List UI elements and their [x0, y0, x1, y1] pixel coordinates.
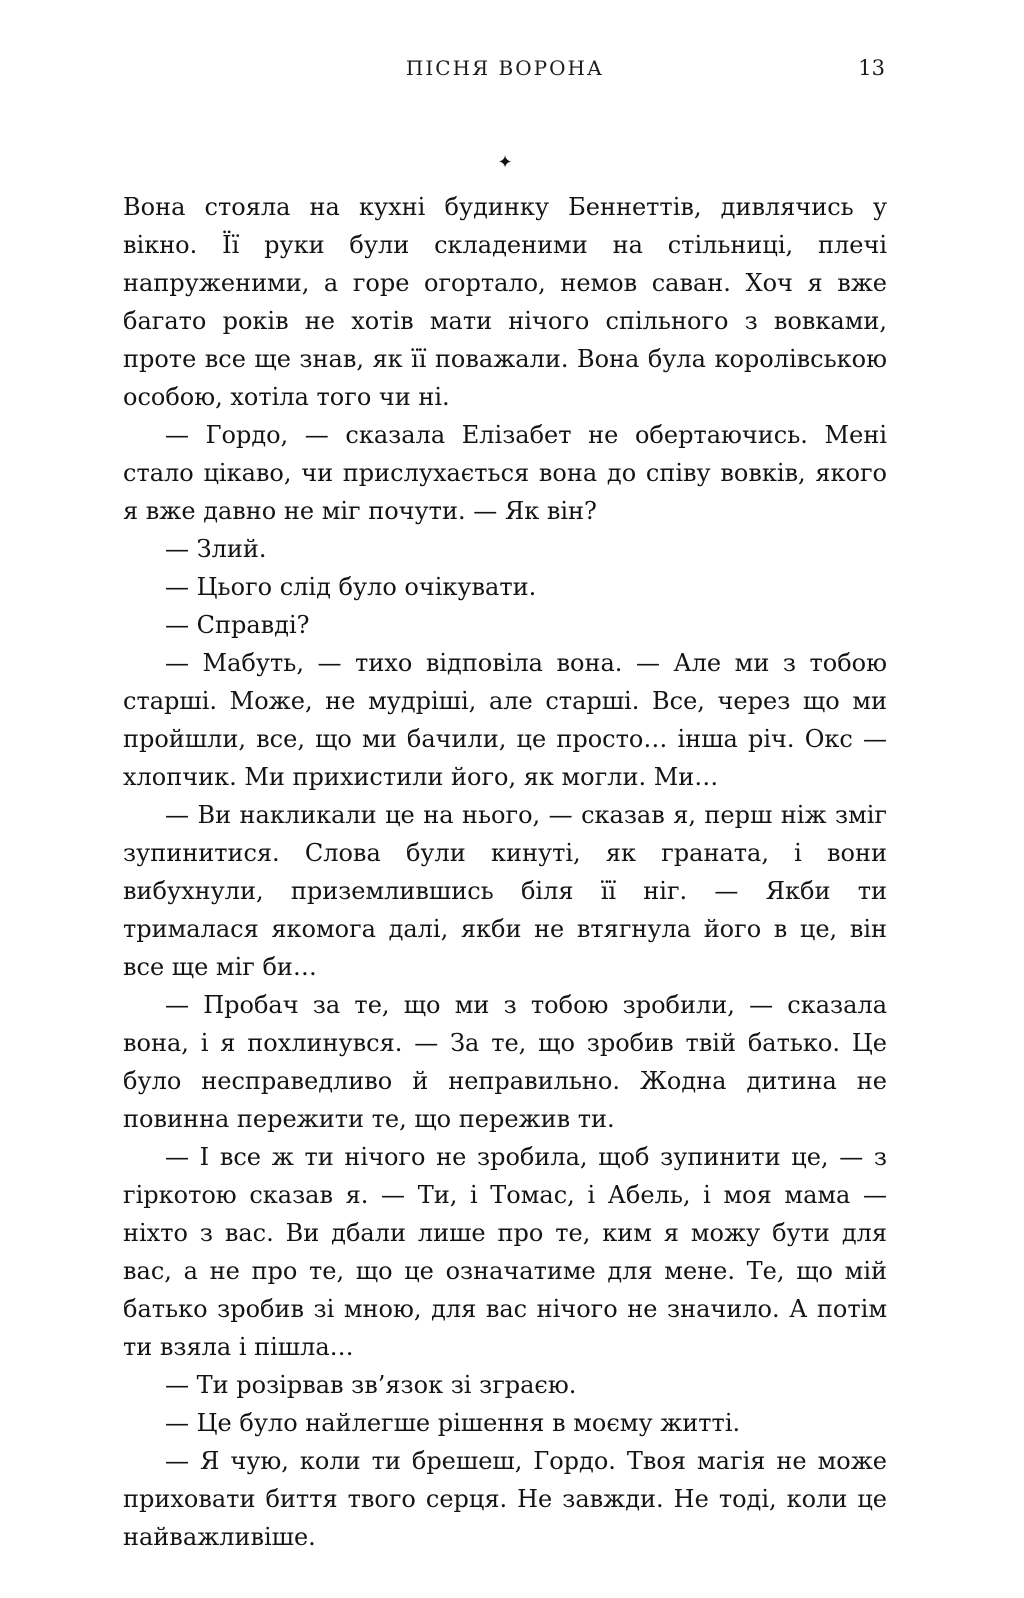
text-column: [123, 0, 887, 1556]
paragraph: — Це було найлегше рішення в моєму житті.: [165, 1409, 741, 1437]
paragraph: — Я чую, коли ти брешеш, Гордо. Твоя магія не може приховати биття твого серця. Не завжди. Не тоді, коли це найважливіше.: [123, 1447, 887, 1551]
paragraph: Вона стояла на кухні будинку Беннеттів, дивлячись у вікно. Її руки були складеними на стільниці, плечі напруженими, а горе огортало, немов саван. Хоч я вже багато років не хотів мати нічого спільного з вовками, проте все ще знав, як її поважали. Вона була королівською особою, хотіла того чи ні.: [123, 193, 887, 411]
paragraph: — І все ж ти нічого не зробила, щоб зупинити це, — з гіркотою сказав я. — Ти, і Томас, і Абель, і моя мама — ніхто з вас. Ви дбали лише про те, ким я можу бути для вас, а не про те, що це означатиме для мене. Те, що мій батько зробив зі мною, для вас нічого не значило. А потім ти взяла і пішла…: [123, 1143, 887, 1361]
section-break-star-icon: ✦: [497, 152, 513, 173]
paragraph: — Мабуть, — тихо відповіла вона. — Але ми з тобою старші. Може, не мудріші, але старші. Все, через що ми пройшли, все, що ми бачили, це просто… інша річ. Окс — хлопчик. Ми прихистили його, як могли. Ми…: [123, 649, 887, 791]
paragraph: — Гордо, — сказала Елізабет не обертаючись. Мені стало цікаво, чи прислухається вона до співу вовків, якого я вже давно не міг почути. — Як він?: [123, 421, 887, 525]
paragraph: — Пробач за те, що ми з тобою зробили, — сказала вона, і я похлинувся. — За те, що зробив твій батько. Це було несправедливо й неправильно. Жодна дитина не повинна пережити те, що пережив ти.: [123, 991, 887, 1133]
page-number: 13: [858, 56, 885, 80]
paragraph: — Злий.: [165, 535, 267, 563]
paragraph: — Цього слід було очікувати.: [165, 573, 537, 601]
running-title: ПІСНЯ ВОРОНА: [405, 56, 605, 80]
paragraph: — Ви накликали це на нього, — сказав я, перш ніж зміг зупинитися. Слова були кинуті, як граната, і вони вибухнули, приземлившись біля її ніг. — Якби ти трималася якомога далі, якби не втягнула його в це, він все ще міг би…: [123, 801, 887, 981]
body-text: [123, 188, 887, 1556]
running-head: [123, 56, 887, 82]
paragraph: — Справді?: [165, 611, 310, 639]
paragraph: — Ти розірвав зв’язок зі зграєю.: [165, 1371, 577, 1399]
